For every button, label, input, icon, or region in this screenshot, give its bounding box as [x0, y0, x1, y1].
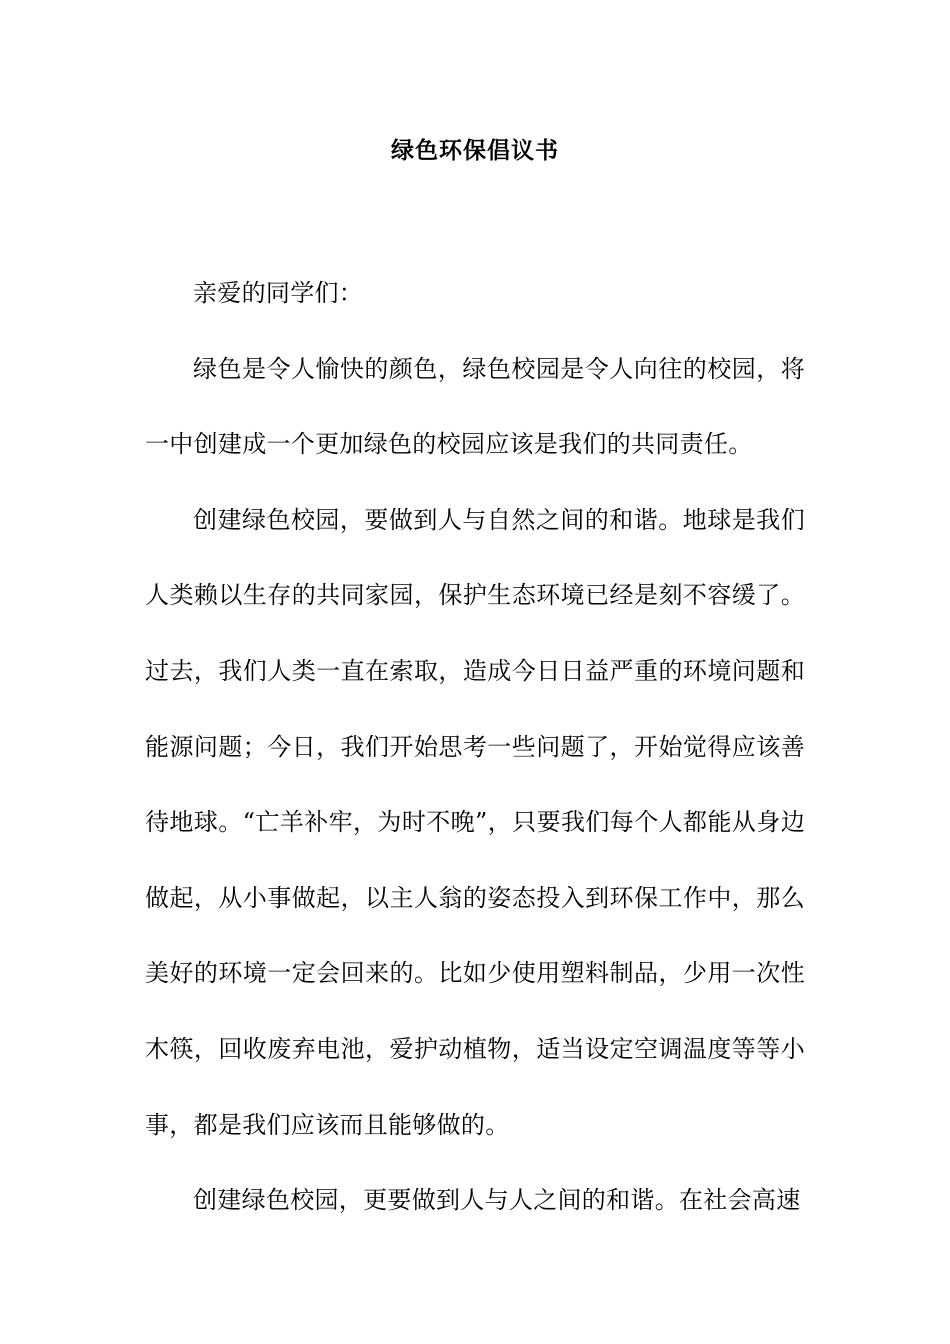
document-body	[145, 256, 805, 1239]
paragraph-3: 创建绿色校园，更要做到人与人之间的和谐。在社会高速	[193, 1186, 801, 1215]
document-title: 绿色环保倡议书	[391, 138, 559, 164]
paragraph-2: 创建绿色校园，要做到人与自然之间的和谐。地球是我们人类赖以生存的共同家园，保护生态环境已经是刻不容缓了。过去，我们人类一直在索取，造成今日日益严重的环境问题和能源问题；今日，我们开始思考一些问题了，开始觉得应该善待地球。“亡羊补牢，为时不晚”，只要我们每个人都能从身边做起，从小事做起，以主人翁的姿态投入到环保工作中，那么美好的环境一定会回来的。比如少使用塑料制品，少用一次性木筷，回收废弃电池，爱护动植物，适当设定空调温度等等小事，都是我们应该而且能够做的。	[145, 505, 805, 1139]
salutation: 亲爱的同学们：	[193, 279, 364, 307]
paragraph-1: 绿色是令人愉快的颜色，绿色校园是令人向往的校园，将一中创建成一个更加绿色的校园应该是我们的共同责任。	[145, 354, 805, 459]
